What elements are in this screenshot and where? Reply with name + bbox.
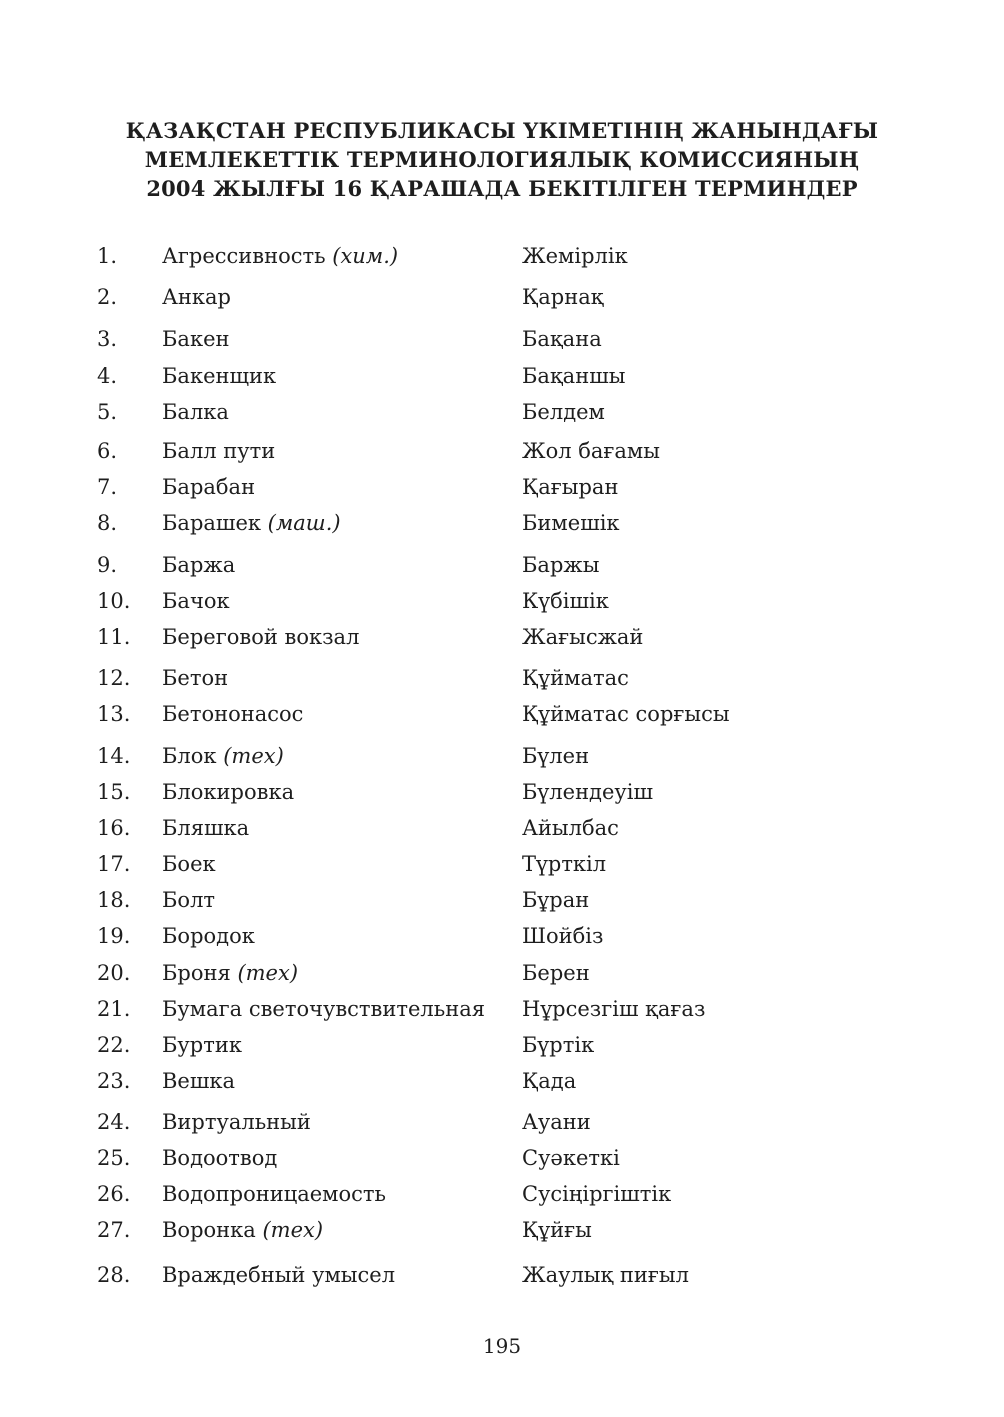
title-line: МЕМЛЕКЕТТІК ТЕРМИНОЛОГИЯЛЫҚ КОМИССИЯНЫҢ (144, 147, 860, 172)
term-number: 16. (97, 816, 131, 840)
kazakh-term: Бимешік (522, 511, 620, 535)
russian-term-text: Водопроницаемость (162, 1182, 386, 1206)
russian-term-text: Виртуальный (162, 1110, 311, 1134)
term-number: 27. (97, 1218, 131, 1242)
term-number: 17. (97, 852, 131, 876)
kazakh-term: Берен (522, 961, 590, 985)
russian-term (162, 699, 303, 729)
term-number: 4. (97, 364, 118, 388)
term-row (0, 508, 1004, 538)
kazakh-term: Нұрсезгіш қағаз (522, 997, 706, 1021)
term-number: 23. (97, 1069, 131, 1093)
term-number: 22. (97, 1033, 131, 1057)
term-number: 15. (97, 780, 131, 804)
russian-term (162, 361, 276, 391)
kazakh-term: Бұран (522, 888, 590, 912)
russian-term-text: Враждебный умысел (162, 1263, 396, 1287)
kazakh-term: Құйматас (522, 666, 629, 690)
kazakh-term: Күбішік (522, 589, 609, 613)
kazakh-term: Қарнақ (522, 285, 604, 309)
russian-term-text: Болт (162, 888, 216, 912)
term-row (0, 586, 1004, 616)
term-row (0, 1030, 1004, 1060)
russian-term (162, 885, 215, 915)
russian-term (162, 282, 231, 312)
russian-term-text: Барабан (162, 475, 256, 499)
term-number: 14. (97, 744, 131, 768)
russian-term (162, 586, 230, 616)
russian-term-text: Балл пути (162, 439, 276, 463)
russian-term-text: Балка (162, 400, 229, 424)
russian-term-text: Буртик (162, 1033, 242, 1057)
russian-term-text: Бачок (162, 589, 230, 613)
russian-term (162, 1260, 395, 1290)
russian-term-text: Блокировка (162, 780, 295, 804)
term-number: 28. (97, 1263, 131, 1287)
kazakh-term: Жол бағамы (522, 439, 660, 463)
russian-term-text: Бетон (162, 666, 229, 690)
russian-term-text: Бородок (162, 924, 255, 948)
domain-note: (тех) (262, 1218, 324, 1242)
term-row (0, 1260, 1004, 1290)
term-number: 20. (97, 961, 131, 985)
term-number: 21. (97, 997, 131, 1021)
russian-term-text: Агрессивность (162, 244, 333, 268)
kazakh-term: Бүртік (522, 1033, 595, 1057)
russian-term (162, 663, 228, 693)
russian-term-text: Водоотвод (162, 1146, 278, 1170)
kazakh-term: Жаулық пиғыл (522, 1263, 689, 1287)
kazakh-term: Бақана (522, 327, 602, 351)
kazakh-term: Айылбас (522, 816, 619, 840)
kazakh-term: Сусіңіргіштік (522, 1182, 672, 1206)
russian-term-text: Вешка (162, 1069, 236, 1093)
russian-term (162, 550, 235, 580)
kazakh-term: Бүлен (522, 744, 590, 768)
kazakh-term: Түрткіл (522, 852, 607, 876)
term-number: 6. (97, 439, 118, 463)
term-row (0, 1066, 1004, 1096)
term-number: 24. (97, 1110, 131, 1134)
russian-term-text: Боек (162, 852, 216, 876)
kazakh-term: Жағысжай (522, 625, 644, 649)
title-line: 2004 ЖЫЛҒЫ 16 ҚАРАШАДА БЕКІТІЛГЕН ТЕРМИНДЕР (146, 176, 858, 201)
russian-term-text: Бетононасос (162, 702, 304, 726)
term-number: 1. (97, 244, 118, 268)
term-number: 3. (97, 327, 118, 351)
term-number: 19. (97, 924, 131, 948)
kazakh-term: Суәкеткі (522, 1146, 620, 1170)
russian-term (162, 813, 249, 843)
term-row (0, 550, 1004, 580)
russian-term-text: Бляшка (162, 816, 250, 840)
kazakh-term: Ауани (522, 1110, 591, 1134)
russian-term (162, 1107, 311, 1137)
term-row (0, 324, 1004, 354)
page-title (0, 116, 1004, 203)
term-number: 11. (97, 625, 131, 649)
russian-term (162, 472, 255, 502)
term-number: 9. (97, 553, 118, 577)
russian-term-text: Береговой вокзал (162, 625, 360, 649)
term-number: 7. (97, 475, 118, 499)
russian-term (162, 1179, 386, 1209)
term-number: 5. (97, 400, 118, 424)
term-row (0, 472, 1004, 502)
russian-term-text: Барашек (162, 511, 268, 535)
term-row (0, 622, 1004, 652)
kazakh-term: Бүлендеуіш (522, 780, 654, 804)
term-row (0, 436, 1004, 466)
term-row (0, 1143, 1004, 1173)
term-row (0, 777, 1004, 807)
russian-term-text: Блок (162, 744, 224, 768)
kazakh-term: Қада (522, 1069, 577, 1093)
russian-term-text: Баржа (162, 553, 236, 577)
title-line: ҚАЗАҚСТАН РЕСПУБЛИКАСЫ ҮКІМЕТІНІҢ ЖАНЫНДАҒЫ (125, 118, 879, 143)
russian-term (162, 994, 485, 1024)
term-number: 25. (97, 1146, 131, 1170)
term-number: 2. (97, 285, 118, 309)
term-number: 26. (97, 1182, 131, 1206)
russian-term-text: Бакен (162, 327, 230, 351)
term-number: 10. (97, 589, 131, 613)
russian-term-text: Воронка (162, 1218, 263, 1242)
page-number: 195 (482, 1334, 522, 1358)
kazakh-term: Жемірлік (522, 244, 628, 268)
russian-term-text: Броня (162, 961, 238, 985)
kazakh-term: Баржы (522, 553, 600, 577)
term-row (0, 813, 1004, 843)
term-row (0, 885, 1004, 915)
kazakh-term: Бақаншы (522, 364, 626, 388)
russian-term (162, 1066, 235, 1096)
domain-note: (маш.) (267, 511, 341, 535)
term-row (0, 741, 1004, 771)
domain-note: (тех) (237, 961, 299, 985)
term-number: 18. (97, 888, 131, 912)
domain-note: (тех) (223, 744, 284, 768)
kazakh-term: Құйматас сорғысы (522, 702, 730, 726)
russian-term (162, 1143, 277, 1173)
russian-term (162, 958, 298, 988)
term-row (0, 241, 1004, 271)
kazakh-term: Қағыран (522, 475, 619, 499)
russian-term (162, 741, 284, 771)
term-row (0, 958, 1004, 988)
russian-term (162, 1030, 242, 1060)
russian-term (162, 436, 275, 466)
term-number: 8. (97, 511, 118, 535)
term-row (0, 921, 1004, 951)
russian-term-text: Анкар (162, 285, 231, 309)
russian-term (162, 622, 359, 652)
kazakh-term: Шойбіз (522, 924, 604, 948)
term-row (0, 361, 1004, 391)
term-row (0, 994, 1004, 1024)
russian-term-text: Бакенщик (162, 364, 277, 388)
term-number: 12. (97, 666, 131, 690)
term-number: 13. (97, 702, 131, 726)
kazakh-term: Белдем (522, 400, 605, 424)
term-row (0, 849, 1004, 879)
russian-term (162, 777, 294, 807)
domain-note: (хим.) (332, 244, 399, 268)
russian-term (162, 508, 341, 538)
russian-term (162, 1215, 323, 1245)
term-row (0, 397, 1004, 427)
term-row (0, 663, 1004, 693)
russian-term (162, 241, 398, 271)
russian-term (162, 324, 230, 354)
russian-term (162, 849, 216, 879)
term-row (0, 282, 1004, 312)
kazakh-term: Құйғы (522, 1218, 592, 1242)
russian-term (162, 921, 255, 951)
russian-term (162, 397, 229, 427)
term-row (0, 1107, 1004, 1137)
term-row (0, 1179, 1004, 1209)
russian-term-text: Бумага светочувствительная (162, 997, 485, 1021)
term-row (0, 699, 1004, 729)
term-row (0, 1215, 1004, 1245)
